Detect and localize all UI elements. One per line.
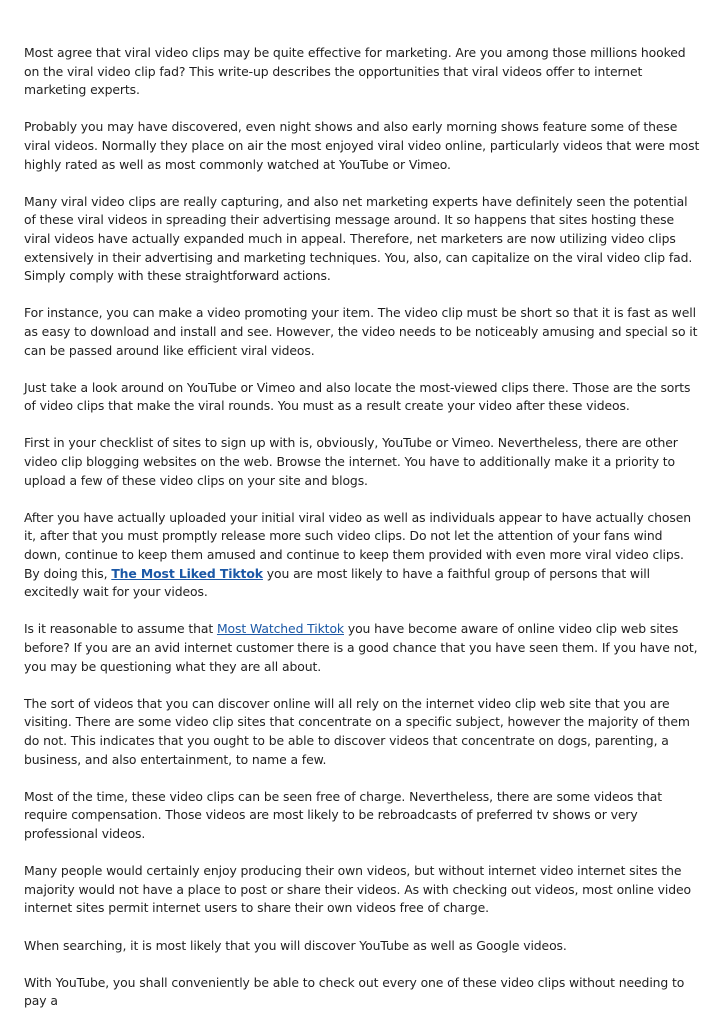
paragraph-13: With YouTube, you shall conveniently be able to check out every one of these video clips without needing to pay a — [24, 974, 685, 1009]
paragraph-7-text-before: After you have actually uploaded your initial viral video as well as individuals appear to have actually chosen it, after that you must promptly release more such video clips. Do not let the attention of your fans wind down, continue to keep them amused and continue to keep them provided with even more viral video clips. By doing this, — [24, 509, 691, 581]
paragraph-12: When searching, it is most likely that you will discover YouTube as well as Google videos. — [24, 937, 567, 953]
paragraph-5: Just take a look around on YouTube or Vimeo and also locate the most-viewed clips there. Those are the sorts of video clips that make the viral rounds. You must as a result create your video after these videos. — [24, 379, 691, 414]
paragraph-1: Most agree that viral video clips may be quite effective for marketing. Are you among those millions hooked on the viral video clip fad? This write-up describes the opportunities that viral videos offer to internet marketing experts. — [24, 45, 686, 98]
paragraph-7 — [24, 509, 700, 602]
paragraph-8 — [24, 620, 700, 676]
article-body — [24, 44, 700, 1029]
paragraph-6: First in your checklist of sites to sign up with is, obviously, YouTube or Vimeo. Nevertheless, there are other video clip blogging websites on the web. Browse the internet. You have to additionally make it a priority to upload a few of these video clips on your site and blogs. — [24, 435, 678, 488]
paragraph-3: Many viral video clips are really capturing, and also net marketing experts have definitely seen the potential of these viral videos in spreading their advertising message around. It so happens that sites hosting these viral videos have actually expanded much in appeal. Therefore, net marketers are now utilizing video clips extensively in their advertising and marketing techniques. You, also, can capitalize on the viral video clip fad. Simply comply with these straightforward actions. — [24, 193, 693, 284]
paragraph-2: Probably you may have discovered, even night shows and also early morning shows feature some of these viral videos. Normally they place on air the most enjoyed viral video online, particularly videos that were most highly rated as well as most commonly watched at YouTube or Vimeo. — [24, 119, 700, 172]
most-watched-tiktok-link[interactable]: Most Watched Tiktok — [216, 621, 344, 637]
paragraph-8-text-after: you have become aware of online video clip web sites before? If you are an avid internet customer there is a good chance that you have seen them. If you have not, you may be questioning what they are all about. — [24, 621, 698, 674]
paragraph-8-text-before: Is it reasonable to assume that — [24, 621, 217, 637]
paragraph-10: Most of the time, these video clips can be seen free of charge. Nevertheless, there are some videos that require compensation. Those videos are most likely to be rebroadcasts of preferred tv shows or very professional videos. — [24, 788, 663, 841]
paragraph-11: Many people would certainly enjoy producing their own videos, but without internet video internet sites the majority would not have a place to post or share their videos. As with checking out videos, most online video internet sites permit internet users to share their own videos free of charge. — [24, 863, 691, 916]
paragraph-4: For instance, you can make a video promoting your item. The video clip must be short so that it is fast as well as easy to download and install and see. However, the video needs to be noticeably amusing and special so it can be passed around like efficient viral videos. — [24, 305, 698, 358]
paragraph-7-text-after: you are most likely to have a faithful group of persons that will excitedly wait for your videos. — [24, 565, 650, 600]
most-liked-tiktok-link[interactable]: The Most Liked Tiktok — [111, 565, 263, 581]
paragraph-9: The sort of videos that you can discover online will all rely on the internet video clip web site that you are visiting. There are some video clip sites that concentrate on a specific subject, however the majority of them do not. This indicates that you ought to be able to discover videos that concentrate on dogs, parenting, a business, and also entertainment, to name a few. — [24, 695, 690, 767]
